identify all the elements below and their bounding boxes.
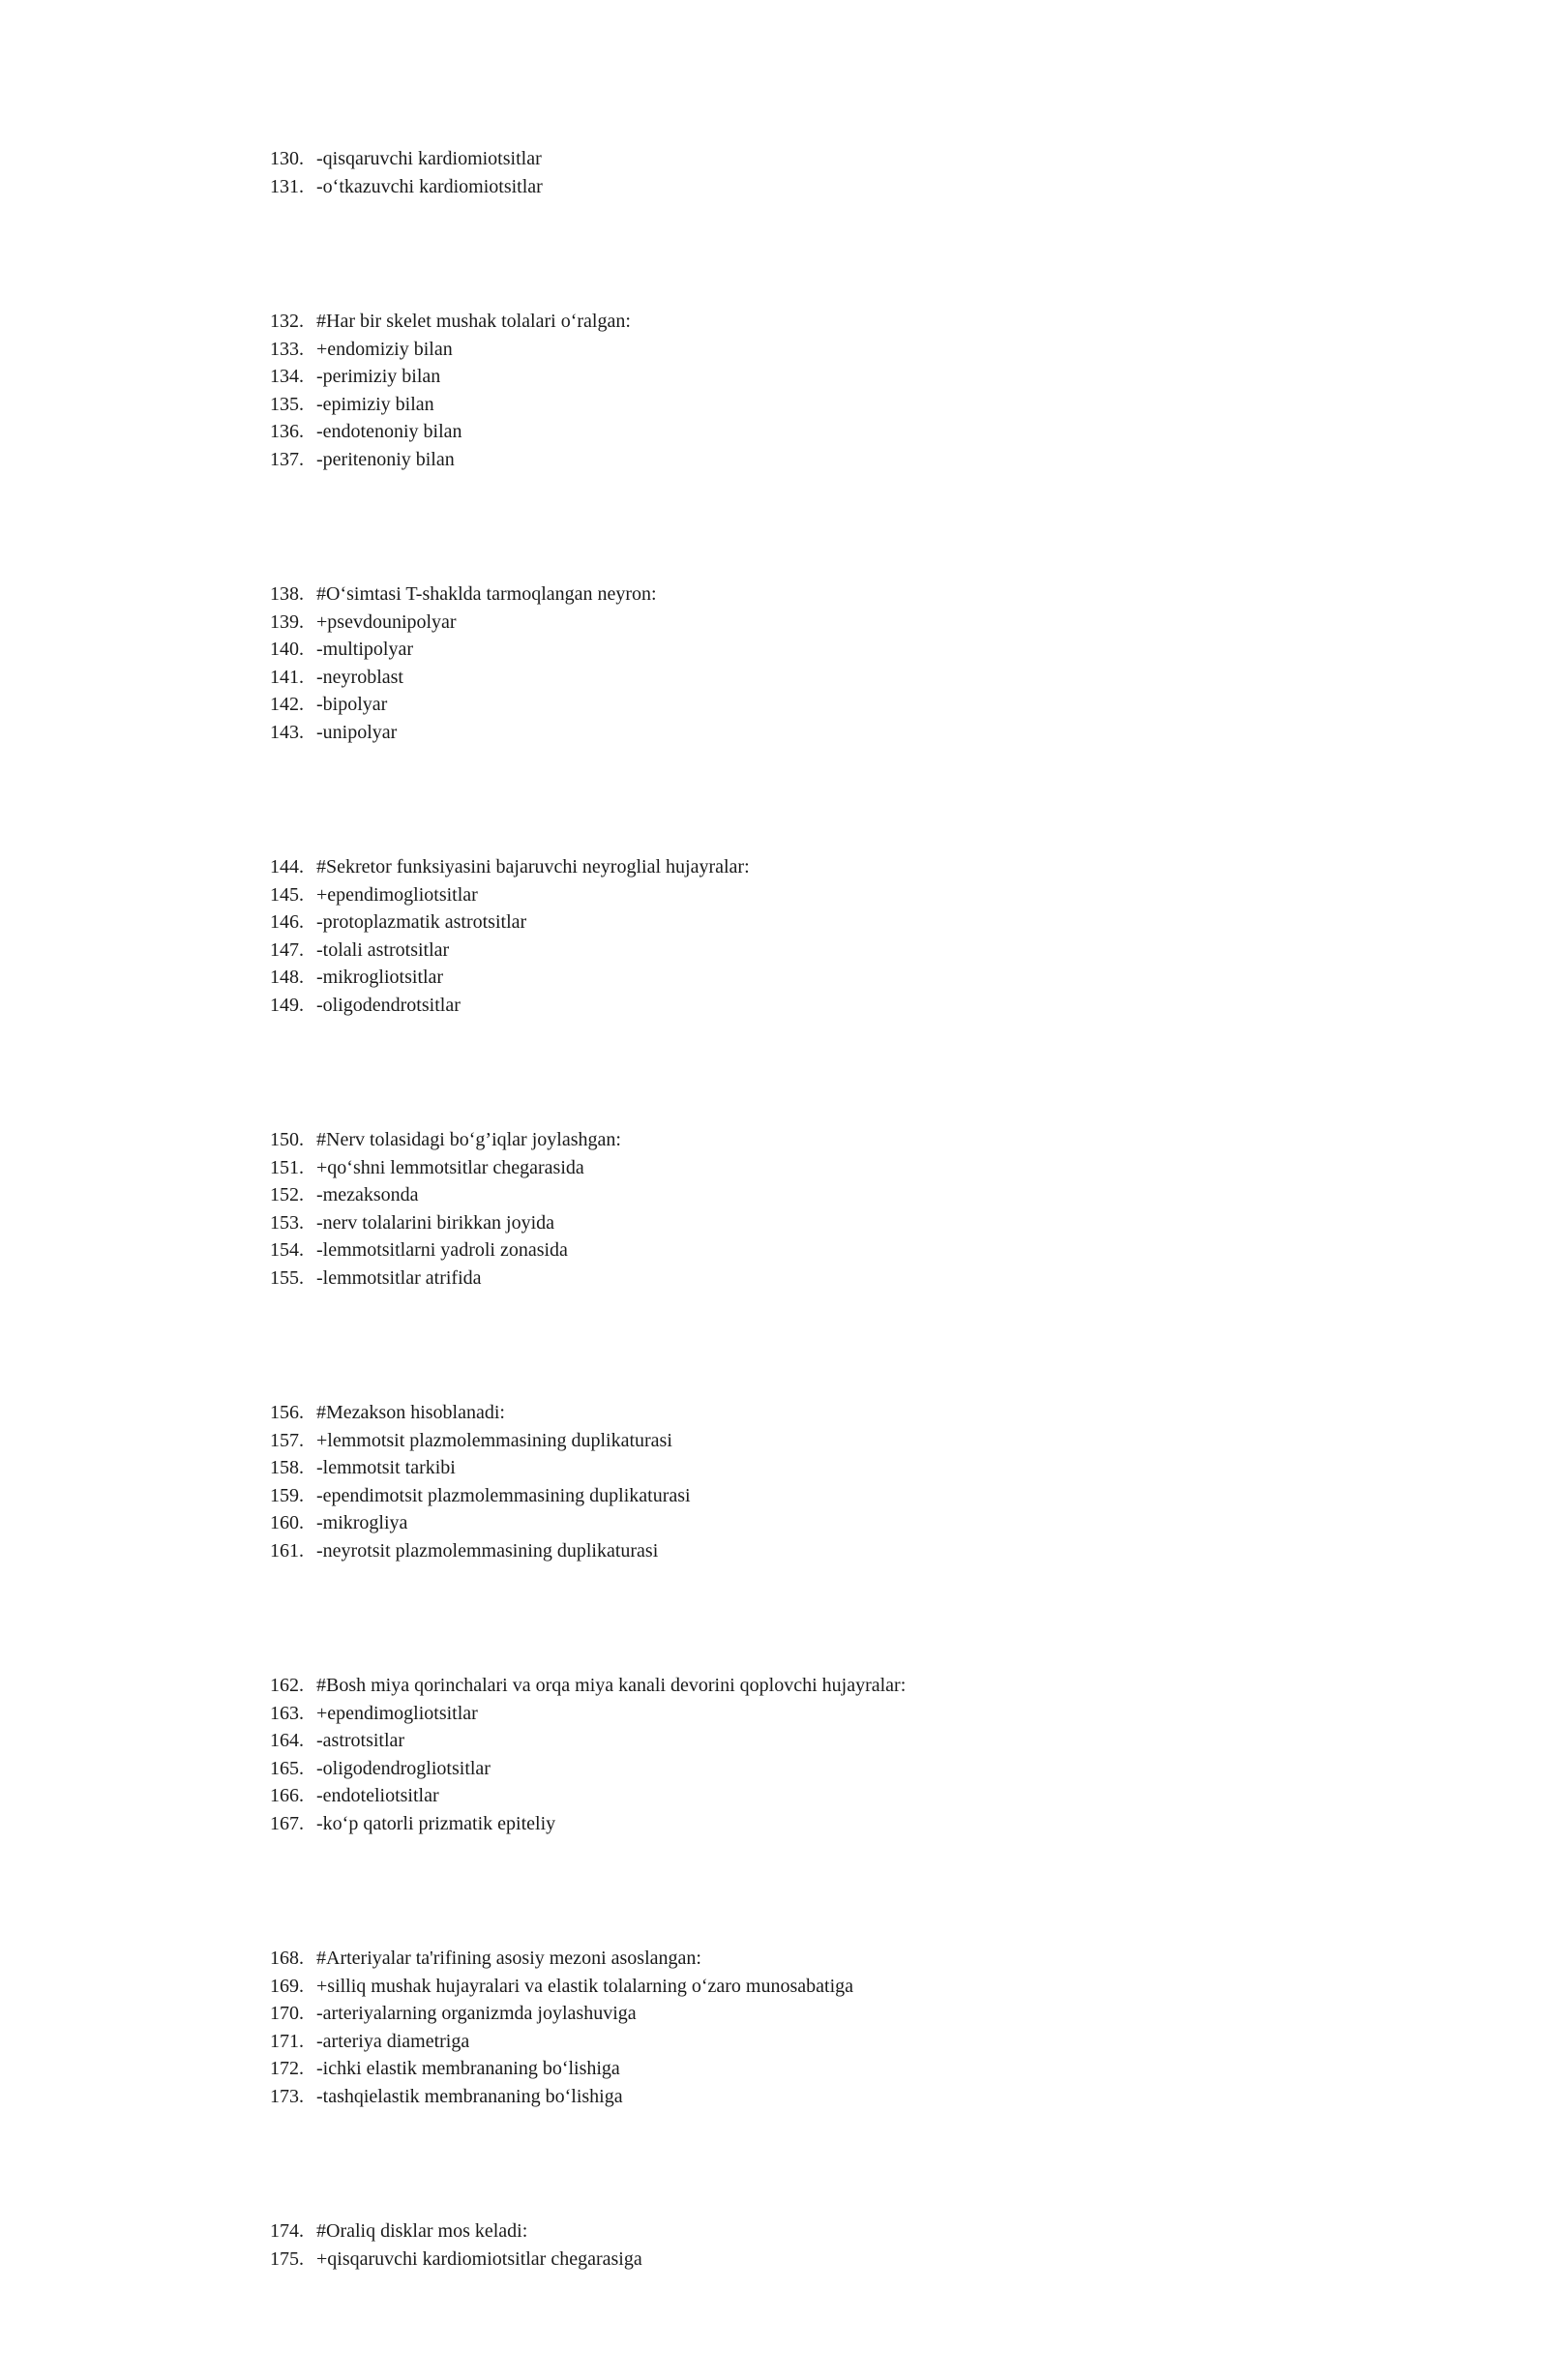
item-text: -lemmotsitlarni yadroli zonasida (316, 1239, 568, 1261)
item-text: +psevdounipolyar (316, 610, 457, 633)
item-number: 130. (270, 148, 304, 169)
list-item (270, 908, 1431, 937)
list-item (270, 1727, 1431, 1755)
question-list (270, 145, 1431, 2380)
item-text: -arteriyalarning organizmda joylashuviga (316, 2003, 637, 2024)
item-text: #Oraliq disklar mos keladi: (316, 2220, 528, 2242)
list-item (270, 1672, 1431, 1700)
item-text: #O‘simtasi T-shaklda tarmoqlangan neyron: (316, 583, 657, 605)
question-block (270, 1399, 1431, 1564)
item-number: 156. (270, 1402, 304, 1423)
item-text: +ependimogliotsitlar (316, 883, 478, 906)
item-text: -lemmotsit tarkibi (316, 1457, 456, 1478)
item-number: 154. (270, 1239, 304, 1261)
item-number: 159. (270, 1484, 304, 1506)
item-text: -neyrotsit plazmolemmasining duplikaturasi (316, 1539, 659, 1562)
item-text: -tashqielastik membrananing bo‘lishiga (316, 2085, 623, 2107)
list-item (270, 1236, 1431, 1264)
list-item (270, 1973, 1431, 2001)
item-text: -unipolyar (316, 721, 398, 743)
list-item (270, 418, 1431, 446)
item-number: 170. (270, 2003, 304, 2024)
item-number: 157. (270, 1429, 304, 1451)
list-item (270, 1755, 1431, 1783)
item-number: 173. (270, 2085, 304, 2107)
item-text: +lemmotsit plazmolemmasining duplikaturasi (316, 1429, 672, 1451)
list-item (270, 937, 1431, 965)
list-item (270, 1454, 1431, 1482)
item-number: 137. (270, 448, 304, 470)
item-text: -oligodendrogliotsitlar (316, 1757, 491, 1779)
item-text: +endomiziy bilan (316, 338, 453, 360)
item-number: 166. (270, 1785, 304, 1806)
list-item (270, 2028, 1431, 2056)
item-number: 139. (270, 610, 304, 633)
list-item (270, 719, 1431, 747)
list-item (270, 853, 1431, 881)
list-item (270, 2246, 1431, 2274)
item-number: 175. (270, 2247, 304, 2270)
item-number: 164. (270, 1730, 304, 1751)
list-item (270, 173, 1431, 201)
list-item (270, 664, 1431, 692)
item-text: -mezaksonda (316, 1184, 419, 1205)
item-number: 169. (270, 1975, 304, 1997)
item-text: -ependimotsit plazmolemmasining duplikaturasi (316, 1484, 691, 1506)
question-block (270, 145, 1431, 200)
item-number: 161. (270, 1539, 304, 1562)
list-item (270, 2217, 1431, 2246)
list-item (270, 1509, 1431, 1537)
item-number: 144. (270, 856, 304, 878)
list-item (270, 2083, 1431, 2111)
item-text: -multipolyar (316, 639, 413, 660)
item-text: -ichki elastik membrananing bo‘lishiga (316, 2058, 620, 2079)
item-number: 145. (270, 883, 304, 906)
item-text: #Mezakson hisoblanadi: (316, 1402, 505, 1423)
item-number: 141. (270, 666, 304, 688)
item-text: #Arteriyalar ta'rifining asosiy mezoni asoslangan: (316, 1948, 701, 1969)
item-number: 168. (270, 1948, 304, 1969)
list-item (270, 336, 1431, 364)
list-item (270, 1427, 1431, 1455)
question-block (270, 2217, 1431, 2273)
list-item (270, 1126, 1431, 1154)
item-number: 134. (270, 366, 304, 387)
item-number: 172. (270, 2058, 304, 2079)
item-text: -mikrogliotsitlar (316, 967, 444, 988)
item-text: -protoplazmatik astrotsitlar (316, 911, 527, 933)
item-text: #Bosh miya qorinchalari va orqa miya kanali devorini qoplovchi hujayralar: (316, 1675, 907, 1696)
list-item (270, 1700, 1431, 1728)
item-number: 158. (270, 1457, 304, 1478)
question-block (270, 1126, 1431, 1292)
item-text: -ko‘p qatorli prizmatik epiteliy (316, 1812, 556, 1834)
item-text: -epimiziy bilan (316, 393, 434, 415)
item-number: 160. (270, 1512, 304, 1533)
list-item (270, 1782, 1431, 1810)
item-number: 162. (270, 1675, 304, 1696)
item-number: 142. (270, 694, 304, 715)
list-item (270, 1482, 1431, 1510)
question-block (270, 1672, 1431, 1837)
list-item (270, 1209, 1431, 1237)
list-item (270, 391, 1431, 419)
item-number: 138. (270, 583, 304, 605)
item-text: -endoteliotsitlar (316, 1785, 439, 1806)
item-number: 165. (270, 1757, 304, 1779)
item-number: 174. (270, 2220, 304, 2242)
list-item (270, 609, 1431, 637)
item-text: -oligodendrotsitlar (316, 994, 461, 1016)
item-text: -neyroblast (316, 666, 403, 688)
item-text: -nerv tolalarini birikkan joyida (316, 1211, 555, 1234)
question-block (270, 1945, 1431, 2110)
item-text: +silliq mushak hujayralari va elastik tolalarning o‘zaro munosabatiga (316, 1975, 854, 1997)
item-number: 163. (270, 1702, 304, 1724)
item-number: 133. (270, 338, 304, 360)
list-item (270, 964, 1431, 992)
item-text: -o‘tkazuvchi kardiomiotsitlar (316, 175, 543, 197)
list-item (270, 363, 1431, 391)
list-item (270, 1181, 1431, 1209)
item-text: -arteriya diametriga (316, 2030, 470, 2052)
item-number: 143. (270, 721, 304, 743)
question-block (270, 308, 1431, 473)
item-text: #Nerv tolasidagi bo‘g’iqlar joylashgan: (316, 1129, 621, 1150)
list-item (270, 992, 1431, 1020)
item-text: -tolali astrotsitlar (316, 938, 450, 961)
item-text: -endotenoniy bilan (316, 421, 462, 442)
list-item (270, 446, 1431, 474)
item-text: +ependimogliotsitlar (316, 1702, 478, 1724)
item-text: +qo‘shni lemmotsitlar chegarasida (316, 1156, 584, 1178)
item-text: -lemmotsitlar atrifida (316, 1266, 482, 1289)
list-item (270, 580, 1431, 609)
list-item (270, 2000, 1431, 2028)
item-text: -bipolyar (316, 694, 388, 715)
item-number: 171. (270, 2030, 304, 2052)
item-number: 167. (270, 1812, 304, 1834)
list-item (270, 1264, 1431, 1293)
item-number: 146. (270, 911, 304, 933)
list-item (270, 881, 1431, 909)
item-number: 155. (270, 1266, 304, 1289)
item-number: 147. (270, 938, 304, 961)
item-number: 151. (270, 1156, 304, 1178)
item-text: -qisqaruvchi kardiomiotsitlar (316, 148, 542, 169)
item-number: 149. (270, 994, 304, 1016)
item-number: 140. (270, 639, 304, 660)
item-text: #Har bir skelet mushak tolalari o‘ralgan: (316, 311, 631, 332)
item-text: -peritenoniy bilan (316, 448, 455, 470)
item-number: 136. (270, 421, 304, 442)
item-text: -mikrogliya (316, 1512, 408, 1533)
item-text: #Sekretor funksiyasini bajaruvchi neyroglial hujayralar: (316, 856, 750, 878)
item-text: -perimiziy bilan (316, 366, 441, 387)
item-number: 148. (270, 967, 304, 988)
item-number: 131. (270, 175, 304, 197)
item-number: 150. (270, 1129, 304, 1150)
list-item (270, 1810, 1431, 1838)
list-item (270, 308, 1431, 336)
list-item (270, 2055, 1431, 2083)
list-item (270, 1399, 1431, 1427)
item-text: -astrotsitlar (316, 1730, 405, 1751)
question-block (270, 853, 1431, 1019)
list-item (270, 636, 1431, 664)
list-item (270, 145, 1431, 173)
item-number: 152. (270, 1184, 304, 1205)
question-block (270, 580, 1431, 746)
list-item (270, 1537, 1431, 1565)
list-item (270, 691, 1431, 719)
list-item (270, 1154, 1431, 1182)
item-number: 135. (270, 393, 304, 415)
item-text: +qisqaruvchi kardiomiotsitlar chegarasiga (316, 2247, 642, 2270)
item-number: 153. (270, 1211, 304, 1234)
list-item (270, 1945, 1431, 1973)
item-number: 132. (270, 311, 304, 332)
